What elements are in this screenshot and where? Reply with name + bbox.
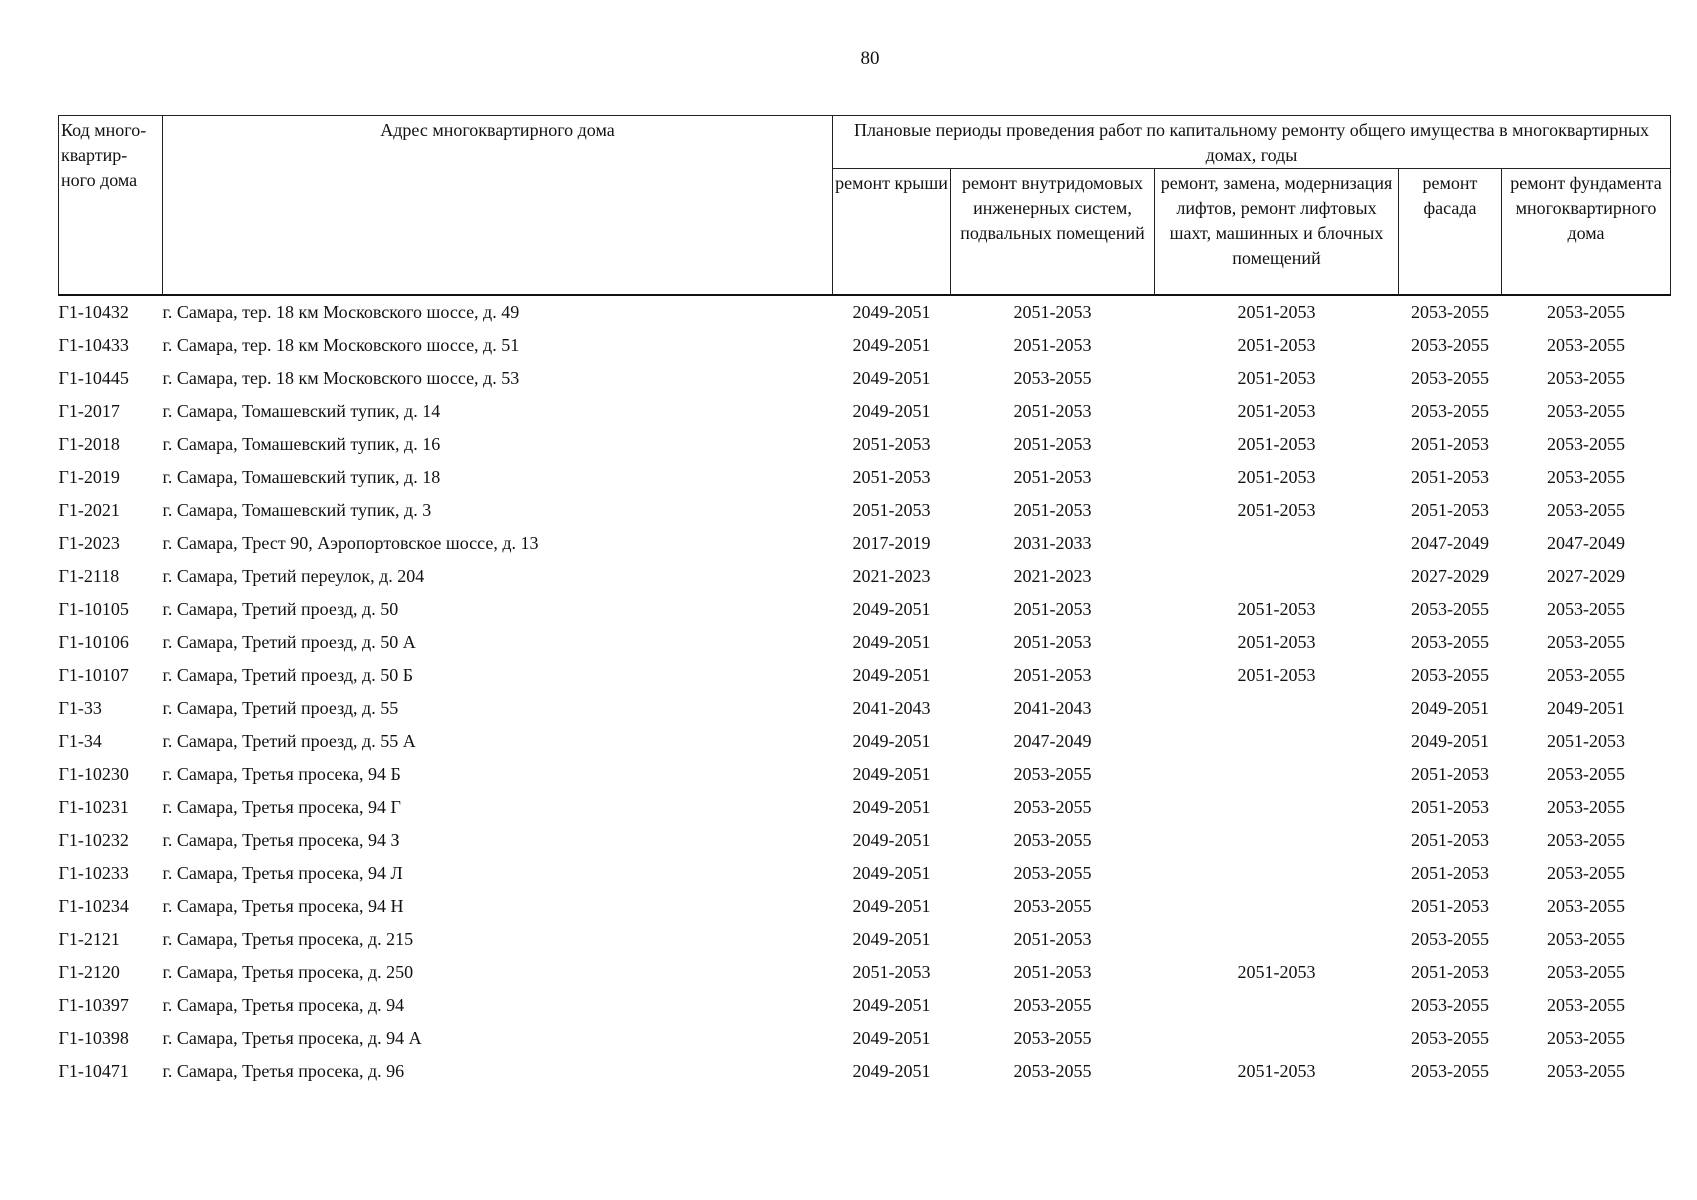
cell-foundation: 2053-2055 xyxy=(1547,863,1625,883)
cell-address: г. Самара, Третья просека, 94 Н xyxy=(162,896,404,916)
cell-facade: 2053-2055 xyxy=(1411,995,1489,1015)
cell-lifts: 2051-2053 xyxy=(1237,599,1316,619)
table-row xyxy=(59,725,1671,758)
cell-facade: 2051-2053 xyxy=(1411,467,1489,487)
cell-engineering: 2051-2053 xyxy=(1013,929,1092,949)
cell-roof: 2051-2053 xyxy=(852,962,931,982)
cell-roof: 2041-2043 xyxy=(852,698,931,718)
table-row xyxy=(59,890,1671,923)
cell-facade: 2051-2053 xyxy=(1411,896,1489,916)
cell-lifts xyxy=(1155,1022,1399,1055)
cell-roof: 2051-2053 xyxy=(852,467,931,487)
table-row xyxy=(59,395,1671,428)
cell-lifts xyxy=(1155,692,1399,725)
cell-code: Г1-2121 xyxy=(58,929,120,949)
cell-facade: 2051-2053 xyxy=(1411,764,1489,784)
header-address: Адрес многоквартирного дома xyxy=(163,116,833,296)
header-planned-periods: Плановые периоды проведения работ по капитальному ремонту общего имущества в многоквартирных домах, годы xyxy=(833,116,1671,169)
cell-address: г. Самара, Третий переулок, д. 204 xyxy=(162,566,425,586)
cell-engineering: 2051-2053 xyxy=(1013,335,1092,355)
cell-address: г. Самара, Третий проезд, д. 50 xyxy=(162,599,399,619)
cell-facade: 2049-2051 xyxy=(1411,731,1489,751)
cell-code: Г1-10397 xyxy=(58,995,129,1015)
cell-engineering: 2053-2055 xyxy=(1013,1028,1092,1048)
cell-roof: 2049-2051 xyxy=(852,632,931,652)
cell-code: Г1-10433 xyxy=(58,335,129,355)
cell-facade: 2053-2055 xyxy=(1411,599,1489,619)
cell-foundation: 2051-2053 xyxy=(1547,731,1625,751)
cell-facade: 2051-2053 xyxy=(1411,434,1489,454)
cell-lifts xyxy=(1155,989,1399,1022)
cell-code: Г1-10106 xyxy=(58,632,129,652)
table-row xyxy=(59,824,1671,857)
table-row xyxy=(59,857,1671,890)
table-row xyxy=(59,329,1671,362)
table-row xyxy=(59,461,1671,494)
cell-facade: 2047-2049 xyxy=(1411,533,1489,553)
cell-facade: 2053-2055 xyxy=(1411,1061,1489,1081)
cell-engineering: 2053-2055 xyxy=(1013,764,1092,784)
cell-lifts xyxy=(1155,560,1399,593)
cell-roof: 2049-2051 xyxy=(852,665,931,685)
cell-lifts: 2051-2053 xyxy=(1237,434,1316,454)
cell-lifts: 2051-2053 xyxy=(1237,632,1316,652)
table-row xyxy=(59,692,1671,725)
cell-facade: 2051-2053 xyxy=(1411,962,1489,982)
cell-lifts xyxy=(1155,527,1399,560)
cell-lifts: 2051-2053 xyxy=(1237,401,1316,421)
cell-foundation: 2053-2055 xyxy=(1547,1028,1625,1048)
cell-lifts xyxy=(1155,824,1399,857)
table-row xyxy=(59,923,1671,956)
cell-code: Г1-10432 xyxy=(59,295,163,329)
cell-code: Г1-10398 xyxy=(58,1028,129,1048)
cell-foundation: 2049-2051 xyxy=(1547,698,1625,718)
cell-address: г. Самара, Третья просека, д. 94 xyxy=(162,995,405,1015)
cell-engineering: 2051-2053 xyxy=(951,295,1155,329)
cell-address: г. Самара, Томашевский тупик, д. 3 xyxy=(162,500,432,520)
cell-code: Г1-2021 xyxy=(58,500,120,520)
cell-engineering: 2053-2055 xyxy=(1013,797,1092,817)
header-foundation: ремонт фундамента многоквартирного дома xyxy=(1502,169,1671,296)
cell-roof: 2049-2051 xyxy=(852,863,931,883)
cell-facade: 2051-2053 xyxy=(1411,830,1489,850)
cell-address: г. Самара, тер. 18 км Московского шоссе, д. 51 xyxy=(162,335,520,355)
cell-code: Г1-10231 xyxy=(58,797,129,817)
cell-address: г. Самара, Третья просека, д. 96 xyxy=(162,1061,405,1081)
cell-facade: 2051-2053 xyxy=(1411,500,1489,520)
cell-engineering: 2053-2055 xyxy=(1013,863,1092,883)
cell-roof: 2049-2051 xyxy=(852,797,931,817)
header-roof: ремонт крыши xyxy=(833,169,951,296)
cell-foundation: 2053-2055 xyxy=(1547,929,1625,949)
cell-address: г. Самара, Томашевский тупик, д. 16 xyxy=(162,434,441,454)
cell-facade: 2049-2051 xyxy=(1411,698,1489,718)
cell-roof: 2049-2051 xyxy=(852,896,931,916)
cell-lifts xyxy=(1155,890,1399,923)
cell-address: г. Самара, Третий проезд, д. 50 Б xyxy=(162,665,414,685)
table-row xyxy=(59,1055,1671,1088)
cell-facade: 2053-2055 xyxy=(1399,295,1502,329)
cell-roof: 2049-2051 xyxy=(852,335,931,355)
cell-foundation: 2053-2055 xyxy=(1547,962,1625,982)
cell-engineering: 2051-2053 xyxy=(1013,467,1092,487)
cell-code: Г1-33 xyxy=(58,698,102,718)
cell-roof: 2051-2053 xyxy=(852,500,931,520)
cell-code: Г1-2019 xyxy=(58,467,120,487)
header-facade: ремонт фасада xyxy=(1399,169,1502,296)
cell-address: г. Самара, Третий проезд, д. 50 А xyxy=(162,632,416,652)
cell-engineering: 2047-2049 xyxy=(1013,731,1092,751)
cell-code: Г1-2118 xyxy=(58,566,120,586)
cell-address: г. Самара, Третья просека, д. 94 А xyxy=(162,1028,422,1048)
cell-facade: 2053-2055 xyxy=(1411,929,1489,949)
cell-roof: 2049-2051 xyxy=(833,295,951,329)
cell-code: Г1-10105 xyxy=(58,599,129,619)
cell-roof: 2049-2051 xyxy=(852,401,931,421)
cell-lifts: 2051-2053 xyxy=(1237,467,1316,487)
cell-code: Г1-10233 xyxy=(58,863,129,883)
table-row xyxy=(59,989,1671,1022)
cell-engineering: 2051-2053 xyxy=(1013,632,1092,652)
table-row xyxy=(59,593,1671,626)
table-row xyxy=(59,527,1671,560)
cell-foundation: 2053-2055 xyxy=(1547,335,1625,355)
cell-code: Г1-2120 xyxy=(58,962,120,982)
cell-code: Г1-2018 xyxy=(58,434,120,454)
cell-code: Г1-10107 xyxy=(58,665,129,685)
table-row xyxy=(59,295,1671,329)
cell-code: Г1-2017 xyxy=(58,401,120,421)
table-row xyxy=(59,659,1671,692)
cell-address: г. Самара, Третья просека, д. 215 xyxy=(162,929,414,949)
cell-roof: 2049-2051 xyxy=(852,731,931,751)
cell-engineering: 2051-2053 xyxy=(1013,962,1092,982)
cell-engineering: 2053-2055 xyxy=(1013,1061,1092,1081)
cell-lifts xyxy=(1155,791,1399,824)
table-row xyxy=(59,362,1671,395)
cell-roof: 2049-2051 xyxy=(852,929,931,949)
cell-engineering: 2053-2055 xyxy=(1013,368,1092,388)
cell-lifts: 2051-2053 xyxy=(1237,500,1316,520)
cell-engineering: 2051-2053 xyxy=(1013,500,1092,520)
cell-facade: 2053-2055 xyxy=(1411,368,1489,388)
cell-facade: 2053-2055 xyxy=(1411,335,1489,355)
table-body xyxy=(59,295,1671,1088)
cell-foundation: 2047-2049 xyxy=(1547,533,1625,553)
cell-address: г. Самара, Третья просека, 94 З xyxy=(162,830,400,850)
cell-facade: 2027-2029 xyxy=(1411,566,1489,586)
cell-foundation: 2053-2055 xyxy=(1547,368,1625,388)
cell-foundation: 2053-2055 xyxy=(1547,434,1625,454)
cell-roof: 2049-2051 xyxy=(852,995,931,1015)
cell-facade: 2053-2055 xyxy=(1411,665,1489,685)
cell-facade: 2053-2055 xyxy=(1411,632,1489,652)
cell-roof: 2051-2053 xyxy=(852,434,931,454)
cell-code: Г1-10232 xyxy=(58,830,129,850)
cell-address: г. Самара, Томашевский тупик, д. 18 xyxy=(162,467,441,487)
cell-roof: 2049-2051 xyxy=(852,1028,931,1048)
header-engineering: ремонт внутридомовых инженерных систем, подвальных помещений xyxy=(951,169,1155,296)
repair-schedule-table xyxy=(58,115,1670,1088)
cell-code: Г1-10234 xyxy=(58,896,129,916)
cell-lifts xyxy=(1155,857,1399,890)
cell-engineering: 2041-2043 xyxy=(1013,698,1092,718)
cell-roof: 2021-2023 xyxy=(852,566,931,586)
table-row xyxy=(59,956,1671,989)
cell-code: Г1-10471 xyxy=(58,1061,129,1081)
cell-engineering: 2053-2055 xyxy=(1013,896,1092,916)
cell-code: Г1-10445 xyxy=(58,368,129,388)
cell-code: Г1-10230 xyxy=(58,764,129,784)
cell-address: г. Самара, Третий проезд, д. 55 xyxy=(162,698,399,718)
cell-engineering: 2051-2053 xyxy=(1013,599,1092,619)
table-row xyxy=(59,428,1671,461)
cell-facade: 2051-2053 xyxy=(1411,863,1489,883)
cell-lifts: 2051-2053 xyxy=(1237,962,1316,982)
cell-roof: 2049-2051 xyxy=(852,1061,931,1081)
cell-roof: 2049-2051 xyxy=(852,599,931,619)
cell-address: г. Самара, Трест 90, Аэропортовское шоссе, д. 13 xyxy=(162,533,539,553)
cell-foundation: 2053-2055 xyxy=(1547,830,1625,850)
cell-foundation: 2053-2055 xyxy=(1547,995,1625,1015)
cell-engineering: 2031-2033 xyxy=(1013,533,1092,553)
cell-foundation: 2053-2055 xyxy=(1547,896,1625,916)
cell-engineering: 2051-2053 xyxy=(1013,401,1092,421)
cell-lifts: 2051-2053 xyxy=(1237,1061,1316,1081)
cell-facade: 2051-2053 xyxy=(1411,797,1489,817)
cell-address: г. Самара, тер. 18 км Московского шоссе, д. 53 xyxy=(162,368,520,388)
cell-lifts xyxy=(1155,725,1399,758)
cell-code: Г1-34 xyxy=(58,731,102,751)
cell-foundation: 2053-2055 xyxy=(1547,797,1625,817)
header-code: Код много-квартир-ного дома xyxy=(59,116,163,296)
cell-engineering: 2053-2055 xyxy=(1013,995,1092,1015)
cell-foundation: 2027-2029 xyxy=(1547,566,1625,586)
cell-lifts xyxy=(1155,758,1399,791)
table-row xyxy=(59,1022,1671,1055)
cell-facade: 2053-2055 xyxy=(1411,1028,1489,1048)
table-row xyxy=(59,560,1671,593)
cell-lifts xyxy=(1155,923,1399,956)
cell-lifts: 2051-2053 xyxy=(1237,335,1316,355)
table-row xyxy=(59,494,1671,527)
cell-foundation: 2053-2055 xyxy=(1547,665,1625,685)
cell-address: г. Самара, Третья просека, 94 Б xyxy=(162,764,401,784)
cell-address: г. Самара, Третий проезд, д. 55 А xyxy=(162,731,416,751)
table-row xyxy=(59,758,1671,791)
table-row xyxy=(59,626,1671,659)
cell-engineering: 2051-2053 xyxy=(1013,665,1092,685)
cell-engineering: 2053-2055 xyxy=(1013,830,1092,850)
cell-foundation: 2053-2055 xyxy=(1547,500,1625,520)
cell-code: Г1-2023 xyxy=(58,533,120,553)
cell-address: г. Самара, Третья просека, 94 Л xyxy=(162,863,403,883)
cell-roof: 2049-2051 xyxy=(852,830,931,850)
cell-foundation: 2053-2055 xyxy=(1547,764,1625,784)
cell-engineering: 2021-2023 xyxy=(1013,566,1092,586)
cell-facade: 2053-2055 xyxy=(1411,401,1489,421)
cell-foundation: 2053-2055 xyxy=(1547,599,1625,619)
page-number: 80 xyxy=(860,48,880,69)
cell-lifts: 2051-2053 xyxy=(1155,295,1399,329)
cell-foundation: 2053-2055 xyxy=(1547,1061,1625,1081)
header-lifts: ремонт, замена, модернизация лифтов, ремонт лифтовых шахт, машинных и блочных помещений xyxy=(1155,169,1399,296)
cell-roof: 2049-2051 xyxy=(852,368,931,388)
cell-foundation: 2053-2055 xyxy=(1502,295,1671,329)
cell-address: г. Самара, Томашевский тупик, д. 14 xyxy=(162,401,441,421)
cell-lifts: 2051-2053 xyxy=(1237,665,1316,685)
cell-roof: 2017-2019 xyxy=(852,533,931,553)
cell-lifts: 2051-2053 xyxy=(1237,368,1316,388)
cell-address: г. Самара, тер. 18 км Московского шоссе, д. 49 xyxy=(163,295,833,329)
cell-engineering: 2051-2053 xyxy=(1013,434,1092,454)
cell-address: г. Самара, Третья просека, д. 250 xyxy=(162,962,414,982)
table-row xyxy=(59,791,1671,824)
cell-foundation: 2053-2055 xyxy=(1547,401,1625,421)
cell-foundation: 2053-2055 xyxy=(1547,467,1625,487)
cell-address: г. Самара, Третья просека, 94 Г xyxy=(162,797,401,817)
cell-roof: 2049-2051 xyxy=(852,764,931,784)
cell-foundation: 2053-2055 xyxy=(1547,632,1625,652)
